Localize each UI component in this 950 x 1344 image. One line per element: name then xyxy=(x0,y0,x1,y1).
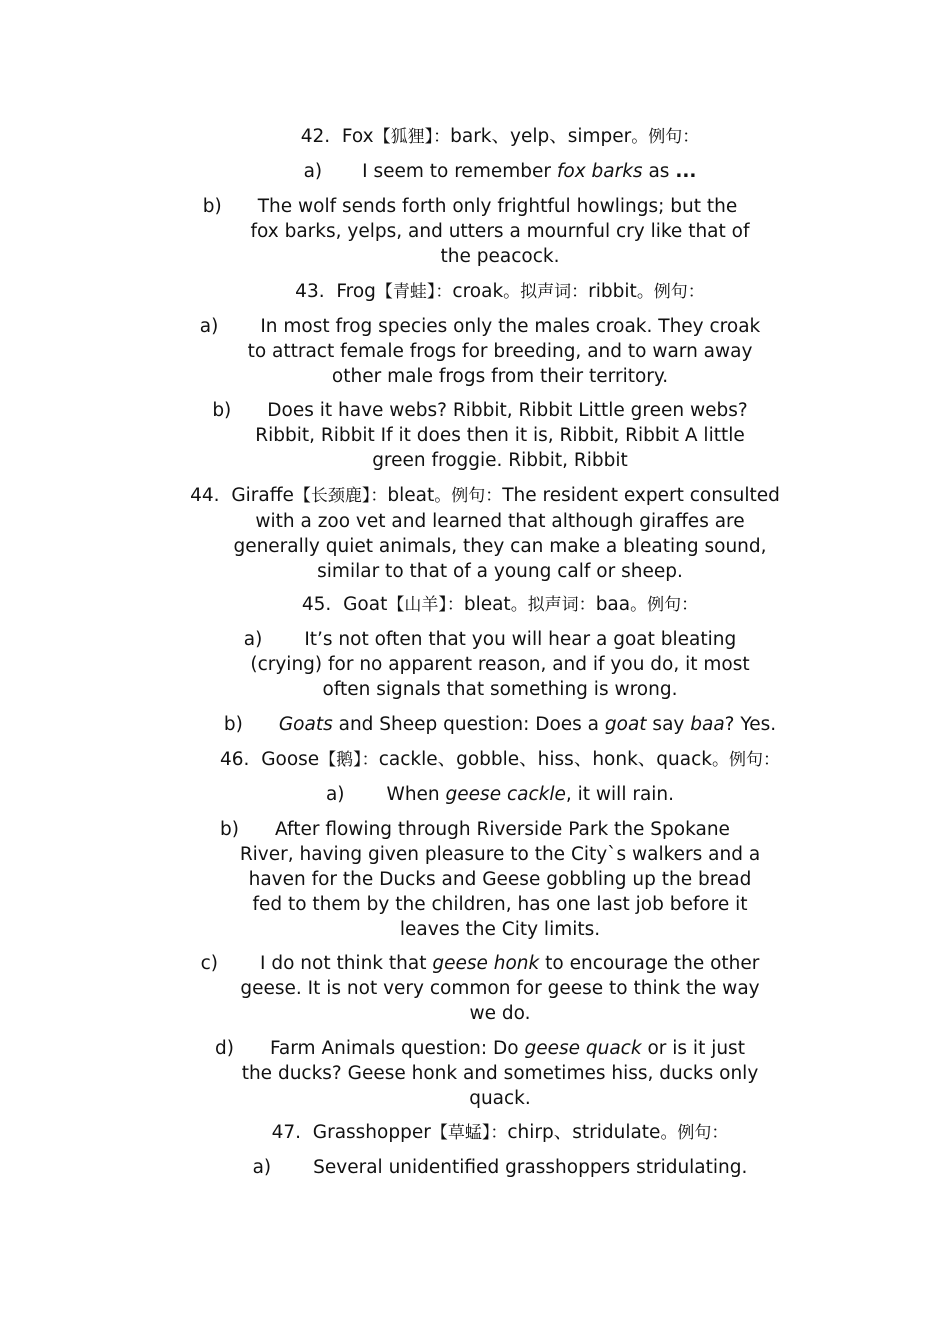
sound-words: bark、yelp、simper xyxy=(450,126,632,147)
sound-words: cackle、gobble、hiss、honk、quack xyxy=(378,749,712,770)
example-goose-b xyxy=(180,817,820,942)
example-line: we do. xyxy=(469,1003,531,1024)
example-text: ? Yes. xyxy=(724,714,777,735)
example-line: other male frogs from their territory. xyxy=(331,366,669,387)
example-fox-b xyxy=(180,194,820,269)
sound-words: bleat xyxy=(463,594,511,615)
example-italic: geese quack xyxy=(524,1038,642,1059)
example-label: 。例句： xyxy=(630,595,699,615)
list-marker: a) xyxy=(252,1157,272,1178)
example-line: The wolf sends forth only frightful howlings; but the xyxy=(257,196,738,217)
example-italic: geese cackle xyxy=(445,784,566,805)
animal-name: Frog xyxy=(336,281,376,302)
animal-name-cn: 【长颈鹿】： xyxy=(293,486,388,506)
animal-name-cn: 【山羊】： xyxy=(387,595,464,615)
animal-name-cn: 【青蛙】： xyxy=(375,282,453,302)
entry-number: 43. xyxy=(295,281,325,302)
example-line: Ribbit, Ribbit If it does then it is, Ribbit, Ribbit A little xyxy=(255,425,745,446)
example-line: with a zoo vet and learned that although giraffes are xyxy=(255,511,745,532)
example-bold: ... xyxy=(675,161,697,182)
list-marker: a) xyxy=(199,316,219,337)
entry-number: 45. xyxy=(301,594,332,615)
entry-heading-grasshopper xyxy=(180,1120,820,1146)
animal-name-cn: 【鹅】： xyxy=(319,750,379,770)
example-label: 。例句： xyxy=(636,282,705,302)
example-label: 。例句： xyxy=(712,750,780,770)
animal-name: Fox xyxy=(341,126,374,147)
example-goose-c xyxy=(180,951,820,1026)
example-line: geese. It is not very common for geese to think the way xyxy=(240,978,760,999)
example-line: It’s not often that you will hear a goat bleating xyxy=(304,629,737,650)
example-text: , it will rain. xyxy=(565,784,675,805)
entry-number: 47. xyxy=(271,1122,301,1143)
example-text: and Sheep question: Does a xyxy=(332,714,605,735)
example-italic: Goats xyxy=(278,714,333,735)
example-goat-a xyxy=(180,627,820,702)
onomatopoeia-word: ribbit xyxy=(588,281,637,302)
entry-heading-goat xyxy=(180,592,820,618)
example-line: Several unidentified grasshoppers stridulating. xyxy=(313,1157,748,1178)
animal-name-cn: 【草蜢】： xyxy=(430,1123,508,1143)
list-marker: c) xyxy=(200,953,218,974)
list-marker: a) xyxy=(303,161,323,182)
example-fox-a xyxy=(180,159,820,184)
entry-heading-goose xyxy=(180,747,820,773)
example-line: fed to them by the children, has one last job before it xyxy=(252,894,748,915)
example-text: to encourage the other xyxy=(539,953,760,974)
sound-words: chirp、stridulate xyxy=(507,1122,661,1143)
example-text: I do not think that xyxy=(260,953,433,974)
example-line: the peacock. xyxy=(440,246,560,267)
entry-number: 42. xyxy=(300,126,331,147)
list-marker: b) xyxy=(202,196,222,217)
entry-heading-frog xyxy=(180,279,820,305)
example-italic: goat xyxy=(604,714,647,735)
example-line: The resident expert consulted xyxy=(502,485,780,506)
example-line: similar to that of a young calf or sheep. xyxy=(317,561,683,582)
example-line: fox barks, yelps, and utters a mournful cry like that of xyxy=(250,221,750,242)
animal-name: Goat xyxy=(343,594,388,615)
entry-giraffe xyxy=(180,483,820,584)
list-marker: b) xyxy=(220,819,240,840)
example-label: 。例句： xyxy=(434,486,503,506)
sound-words: croak xyxy=(452,281,504,302)
onomatopoeia-label: 。拟声词： xyxy=(510,595,596,615)
example-line: to attract female frogs for breeding, and to warn away xyxy=(247,341,753,362)
entry-heading-fox xyxy=(180,124,820,150)
example-text: I seem to remember xyxy=(362,161,557,182)
example-goose-a xyxy=(180,782,820,807)
entry-number: 44. xyxy=(190,485,220,506)
example-line: Does it have webs? Ribbit, Ribbit Little green webs? xyxy=(267,400,748,421)
example-line: (crying) for no apparent reason, and if you do, it most xyxy=(250,654,750,675)
example-line: often signals that something is wrong. xyxy=(322,679,678,700)
example-line: green froggie. Ribbit, Ribbit xyxy=(372,450,628,471)
example-line: In most frog species only the males croak. They croak xyxy=(260,316,761,337)
example-line: the ducks? Geese honk and sometimes hiss, ducks only xyxy=(241,1063,759,1084)
list-marker: b) xyxy=(223,714,243,735)
example-line: After flowing through Riverside Park the Spokane xyxy=(275,819,730,840)
example-text: say xyxy=(646,714,691,735)
example-text: or is it just xyxy=(641,1038,745,1059)
example-line: leaves the City limits. xyxy=(399,919,601,940)
example-line: quack. xyxy=(469,1088,531,1109)
animal-name: Grasshopper xyxy=(312,1122,431,1143)
example-goose-d xyxy=(180,1036,820,1111)
example-text: When xyxy=(386,784,446,805)
example-label: 。例句： xyxy=(631,127,700,147)
example-text: as xyxy=(642,161,676,182)
list-marker: b) xyxy=(212,400,232,421)
example-italic: baa xyxy=(690,714,725,735)
animal-name-cn: 【狐狸】： xyxy=(373,127,451,147)
example-line: haven for the Ducks and Geese gobbling up the bread xyxy=(248,869,752,890)
example-frog-a xyxy=(180,314,820,389)
example-italic: geese honk xyxy=(432,953,540,974)
example-line: River, having given pleasure to the City`s walkers and a xyxy=(239,844,761,865)
example-grasshopper-a xyxy=(180,1155,820,1180)
animal-name: Giraffe xyxy=(231,485,294,506)
example-frog-b xyxy=(180,398,820,473)
sound-words: bleat xyxy=(387,485,435,506)
list-marker: a) xyxy=(325,784,345,805)
list-marker: d) xyxy=(215,1038,234,1059)
list-marker: a) xyxy=(243,629,263,650)
example-line: generally quiet animals, they can make a bleating sound, xyxy=(233,536,767,557)
onomatopoeia-word: baa xyxy=(595,594,631,615)
example-goat-b xyxy=(180,712,820,737)
animal-name: Goose xyxy=(261,749,320,770)
onomatopoeia-label: 。拟声词： xyxy=(503,282,589,302)
example-italic: fox barks xyxy=(556,161,643,182)
example-text: Farm Animals question: Do xyxy=(269,1038,525,1059)
example-label: 。例句： xyxy=(660,1123,729,1143)
entry-number: 46. xyxy=(220,749,250,770)
